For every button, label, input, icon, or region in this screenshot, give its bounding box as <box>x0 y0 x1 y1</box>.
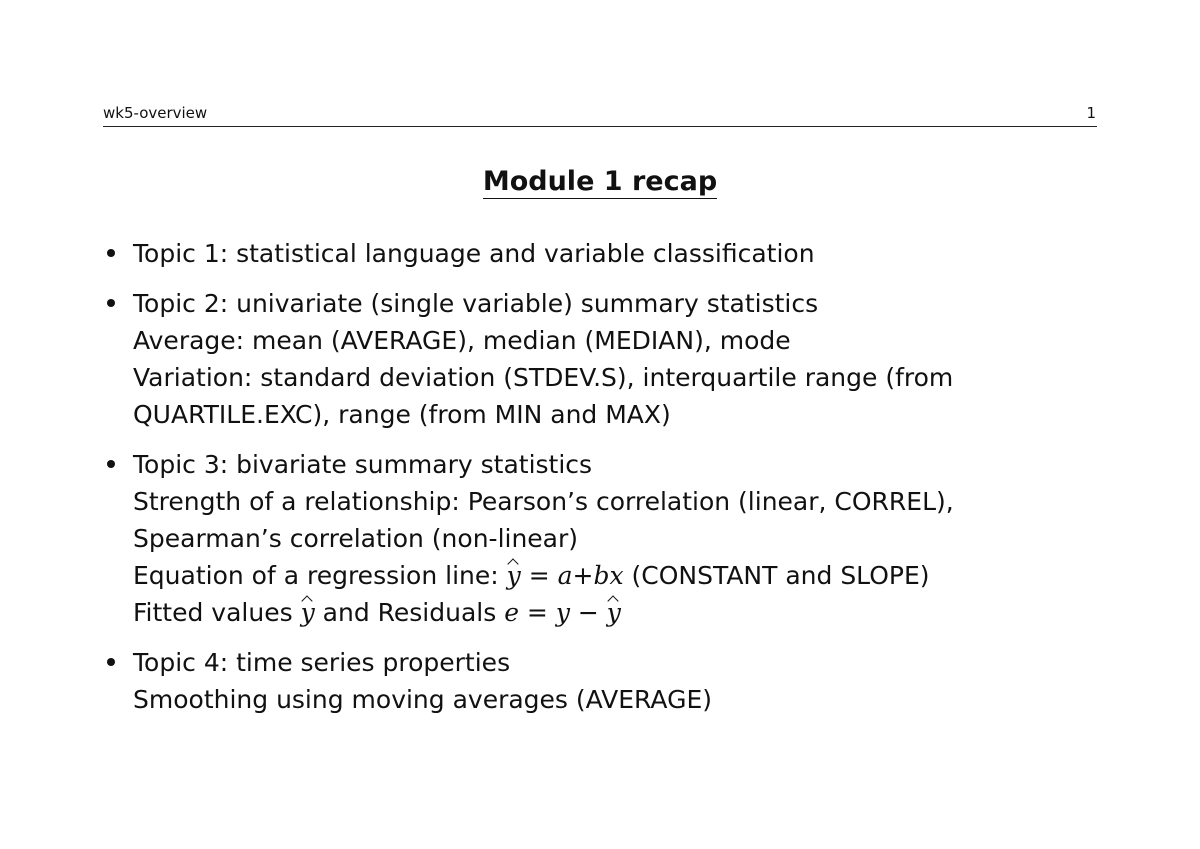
residual-symbol: e <box>504 598 519 627</box>
topic-3-item <box>103 446 1103 631</box>
topic-3-strength-line: Strength of a relationship: Pearson’s correlation (linear, CORREL), <box>133 487 954 516</box>
slope-term: bx <box>593 561 624 590</box>
bullet-dot-icon <box>107 249 115 257</box>
y-hat-symbol: y <box>607 594 621 631</box>
topic-2-heading: Topic 2: univariate (single variable) summary statistics <box>133 289 819 318</box>
topic-2-variation-continued: QUARTILE.EXC), range (from MIN and MAX) <box>133 400 671 429</box>
topic-2-average-line: Average: mean (AVERAGE), median (MEDIAN), mode <box>133 326 791 355</box>
topic-2-item <box>103 285 1103 433</box>
fitted-prefix: Fitted values <box>133 598 301 627</box>
topic-3-regression-line <box>133 557 1103 594</box>
regression-suffix: (CONSTANT and SLOPE) <box>623 561 930 590</box>
topic-3-spearman-line: Spearman’s correlation (non-linear) <box>133 524 579 553</box>
topic-4-heading: Topic 4: time series properties <box>133 648 511 677</box>
residuals-label: and Residuals <box>314 598 505 627</box>
plus-sign: + <box>572 561 594 590</box>
topic-2-variation-line: Variation: standard deviation (STDEV.S), interquartile range (from <box>133 363 954 392</box>
minus-sign: − <box>569 598 607 627</box>
topic-3-heading: Topic 3: bivariate summary statistics <box>133 450 593 479</box>
topic-1-heading: Topic 1: statistical language and variable classification <box>133 239 815 268</box>
page-number: 1 <box>1086 104 1096 122</box>
topic-3-fitted-line <box>133 594 1103 631</box>
topic-1-item <box>103 235 1103 272</box>
equals-sign: = <box>518 598 556 627</box>
y-hat-symbol: y <box>301 594 315 631</box>
running-header <box>103 102 1097 127</box>
y-hat-symbol: y <box>507 557 521 594</box>
bullet-dot-icon <box>107 658 115 666</box>
y-symbol: y <box>555 598 570 627</box>
intercept-symbol: a <box>557 561 573 590</box>
slide-title <box>0 164 1200 200</box>
slide-title-text: Module 1 recap <box>482 166 718 197</box>
regression-prefix: Equation of a regression line: <box>133 561 507 590</box>
topic-list <box>103 235 1103 731</box>
topic-4-item <box>103 644 1103 718</box>
topic-4-smoothing-line: Smoothing using moving averages (AVERAGE) <box>133 685 713 714</box>
equals-sign: = <box>520 561 558 590</box>
bullet-dot-icon <box>107 299 115 307</box>
bullet-dot-icon <box>107 460 115 468</box>
header-title: wk5-overview <box>103 104 208 122</box>
